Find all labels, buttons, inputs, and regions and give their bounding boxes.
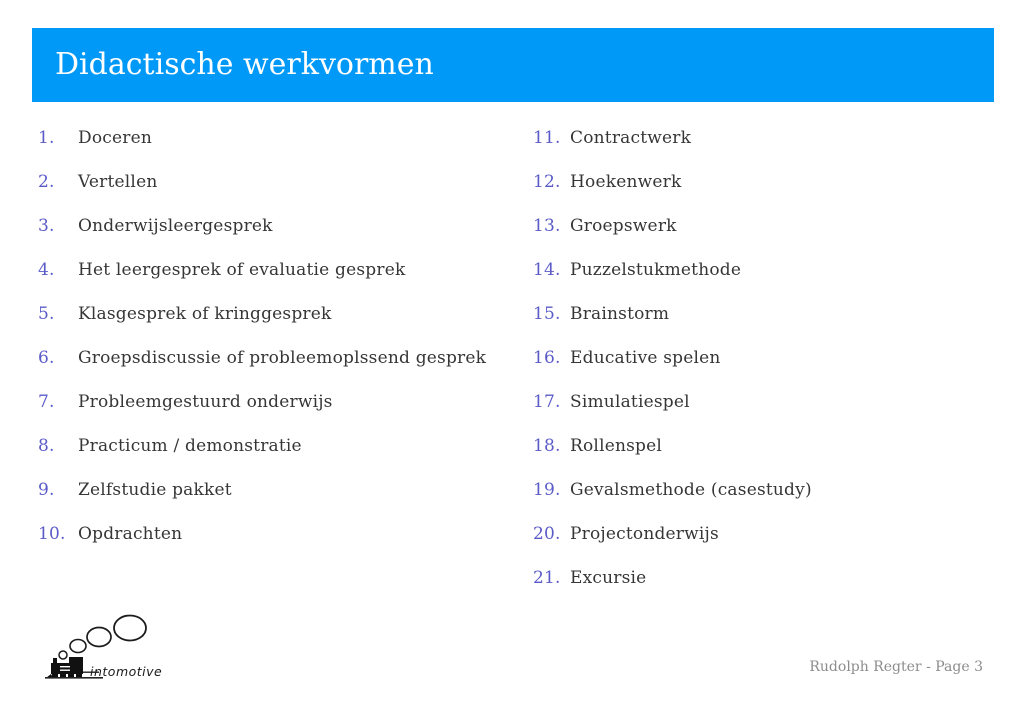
list-item	[38, 128, 508, 172]
list-item	[38, 436, 508, 480]
item-number: 8.	[38, 436, 55, 456]
list-item	[533, 128, 993, 172]
item-number: 11.	[533, 128, 561, 148]
item-number: 18.	[533, 436, 561, 456]
list-item	[533, 172, 993, 216]
item-label: Brainstorm	[570, 304, 670, 324]
item-number: 12.	[533, 172, 561, 192]
list-item	[533, 304, 993, 348]
logo-text: intomotive	[90, 664, 163, 679]
slide-title: Didactische werkvormen	[55, 47, 434, 82]
item-number: 13.	[533, 216, 561, 236]
item-number: 10.	[38, 524, 66, 544]
item-label: Gevalsmethode (casestudy)	[570, 480, 812, 500]
list-item	[533, 216, 993, 260]
item-label: Simulatiespel	[570, 392, 690, 412]
item-label: Rollenspel	[570, 436, 663, 456]
item-number: 15.	[533, 304, 561, 324]
list-item	[38, 392, 508, 436]
item-label: Het leergesprek of evaluatie gesprek	[78, 260, 406, 280]
item-label: Projectonderwijs	[570, 524, 719, 544]
list-item	[533, 524, 993, 568]
item-label: Groepsdiscussie of probleemoplssend gesprek	[78, 348, 487, 368]
item-number: 21.	[533, 568, 561, 588]
item-label: Groepswerk	[570, 216, 677, 236]
list-item	[533, 568, 993, 612]
item-number: 5.	[38, 304, 55, 324]
item-label: Educative spelen	[570, 348, 721, 368]
list-item	[38, 348, 508, 392]
list-item	[38, 260, 508, 304]
list-item	[38, 172, 508, 216]
list-item	[38, 304, 508, 348]
item-label: Klasgesprek of kringgesprek	[78, 304, 332, 324]
item-number: 7.	[38, 392, 55, 412]
item-label: Opdrachten	[78, 524, 183, 544]
list-item	[533, 480, 993, 524]
company-logo	[43, 605, 193, 685]
item-label: Practicum / demonstratie	[78, 436, 302, 456]
item-number: 9.	[38, 480, 55, 500]
item-label: Vertellen	[78, 172, 158, 192]
item-label: Hoekenwerk	[570, 172, 682, 192]
title-bar	[32, 28, 994, 102]
item-number: 16.	[533, 348, 561, 368]
item-number: 20.	[533, 524, 561, 544]
list-item	[533, 260, 993, 304]
item-number: 1.	[38, 128, 55, 148]
item-number: 14.	[533, 260, 561, 280]
item-number: 4.	[38, 260, 55, 280]
item-label: Doceren	[78, 128, 152, 148]
item-label: Contractwerk	[570, 128, 692, 148]
list-item	[38, 216, 508, 260]
list-column-right	[533, 128, 993, 612]
item-number: 3.	[38, 216, 55, 236]
item-number: 19.	[533, 480, 561, 500]
list-item	[38, 524, 508, 568]
item-number: 17.	[533, 392, 561, 412]
footer-author-page: Rudolph Regter - Page 3	[809, 659, 983, 675]
item-label: Onderwijsleergesprek	[78, 216, 273, 236]
list-item	[533, 392, 993, 436]
item-label: Excursie	[570, 568, 647, 588]
item-label: Puzzelstukmethode	[570, 260, 742, 280]
list-item	[533, 348, 993, 392]
list-item	[533, 436, 993, 480]
item-number: 2.	[38, 172, 55, 192]
item-label: Probleemgestuurd onderwijs	[78, 392, 333, 412]
item-number: 6.	[38, 348, 55, 368]
list-item	[38, 480, 508, 524]
item-label: Zelfstudie pakket	[78, 480, 232, 500]
list-column-left	[38, 128, 508, 568]
